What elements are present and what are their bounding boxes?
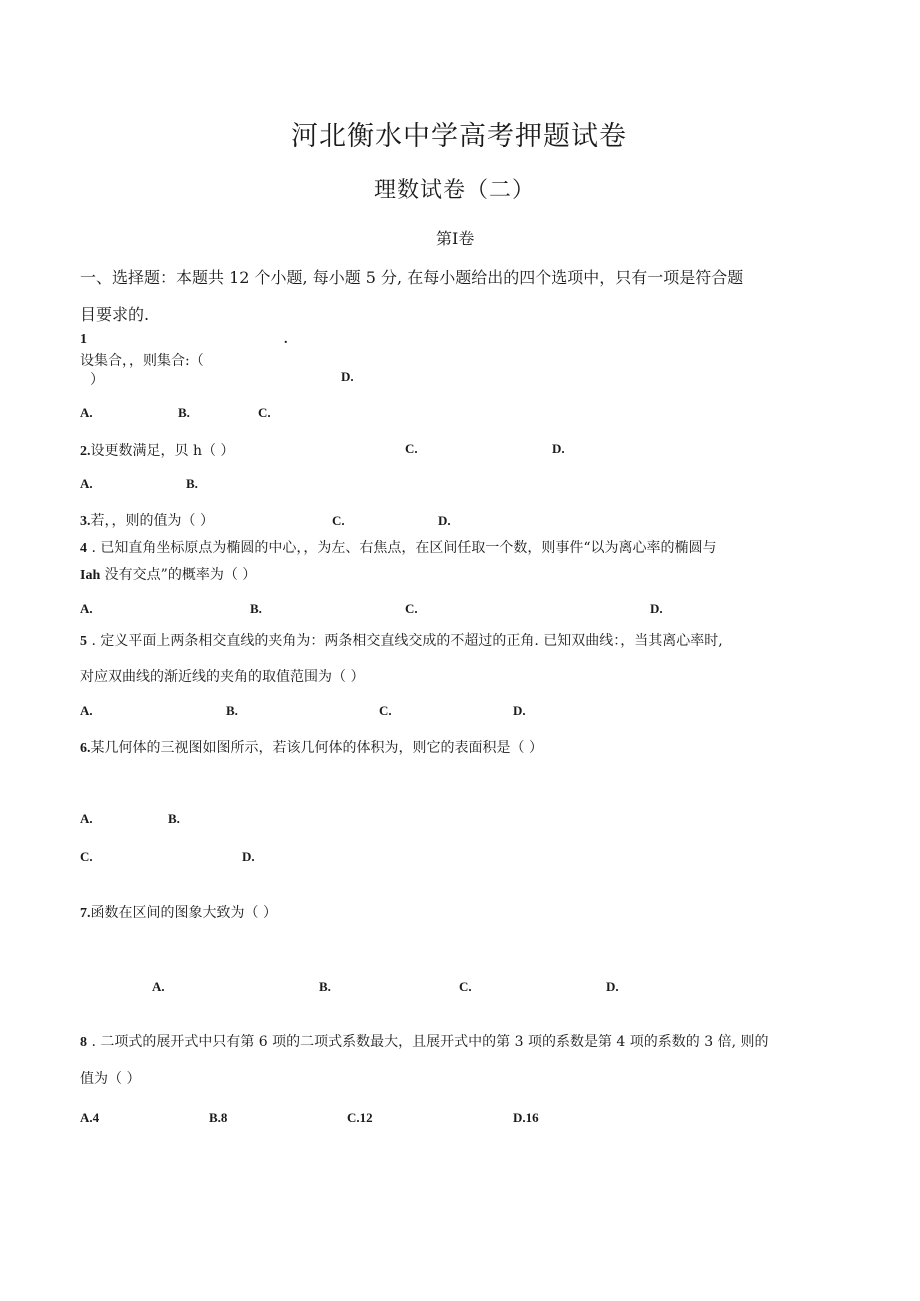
q4-option-a[interactable]: A. bbox=[80, 601, 93, 616]
q3-number: 3. bbox=[80, 514, 91, 529]
q4-option-c[interactable]: C. bbox=[405, 601, 418, 616]
q5-line2: 对应双曲线的渐近线的夹角的取值范围为（ ） bbox=[80, 669, 365, 685]
q1-option-d[interactable]: D. bbox=[341, 369, 354, 384]
q4-number: 4 bbox=[80, 541, 87, 556]
q7-option-d[interactable]: D. bbox=[606, 979, 619, 994]
q6-option-d[interactable]: D. bbox=[242, 849, 255, 864]
volume-label: 第Ⅰ卷 bbox=[436, 229, 475, 248]
q8-option-a[interactable]: A.4 bbox=[80, 1110, 100, 1125]
q8-option-d[interactable]: D.16 bbox=[513, 1110, 539, 1125]
q1-dot: . bbox=[284, 332, 288, 347]
q3-option-d[interactable]: D. bbox=[438, 513, 451, 528]
q8-line1 bbox=[80, 1031, 768, 1051]
q5-option-b[interactable]: B. bbox=[226, 703, 238, 718]
q2-line bbox=[80, 440, 234, 460]
q2-number: 2. bbox=[80, 444, 91, 459]
q5-text-line1: . 定义平面上两条相交直线的夹角为：两条相交直线交成的不超过的正角. 已知双曲线：，当其离心率时, bbox=[87, 633, 723, 649]
q1-close: ） bbox=[90, 372, 104, 388]
section-intro-line1: 一、选择题：本题共 12 个小题, 每小题 5 分, 在每小题给出的四个选项中，只有一项是符合题 bbox=[80, 268, 744, 287]
q1-text: 设集合，，则集合:（ bbox=[80, 353, 204, 369]
q1-option-a[interactable]: A. bbox=[80, 405, 93, 420]
q2-option-c[interactable]: C. bbox=[405, 441, 418, 456]
q1-option-b[interactable]: B. bbox=[178, 405, 190, 420]
q4-option-b[interactable]: B. bbox=[250, 601, 262, 616]
q2-text: 设更数满足，贝 h（ ） bbox=[90, 443, 235, 459]
q2-option-b[interactable]: B. bbox=[186, 476, 198, 491]
q8-text-line1: . 二项式的展开式中只有第 6 项的二项式系数最大，且展开式中的第 3 项的系数是第 4 项的系数的 3 倍, 则的 bbox=[87, 1034, 769, 1050]
q8-option-b[interactable]: B.8 bbox=[209, 1110, 228, 1125]
q4-line2-prefix: Iah bbox=[80, 568, 101, 583]
q7-number: 7. bbox=[80, 906, 91, 921]
q8-option-c[interactable]: C.12 bbox=[347, 1110, 373, 1125]
q7-option-a[interactable]: A. bbox=[152, 979, 165, 994]
q6-option-a[interactable]: A. bbox=[80, 811, 93, 826]
page-subtitle: 理数试卷（二） bbox=[374, 178, 536, 203]
q8-number: 8 bbox=[80, 1035, 87, 1050]
q4-text-line2: 没有交点”的概率为（ ） bbox=[100, 567, 257, 583]
q4-text-line1: . 已知直角坐标原点为椭圆的中心，，为左、右焦点，在区间任取一个数，则事件“以为离心率的椭圆与 bbox=[87, 540, 717, 556]
section-intro-line2: 目要求的. bbox=[80, 305, 150, 324]
q3-text: 若，，则的值为（ ） bbox=[90, 513, 214, 529]
q8-line2: 值为（ ） bbox=[80, 1071, 141, 1087]
q1-number: 1 bbox=[80, 332, 87, 347]
q4-line2 bbox=[80, 564, 256, 584]
q5-option-a[interactable]: A. bbox=[80, 703, 93, 718]
q1-option-c[interactable]: C. bbox=[258, 405, 271, 420]
q2-option-a[interactable]: A. bbox=[80, 476, 93, 491]
q3-option-c[interactable]: C. bbox=[332, 513, 345, 528]
q4-line1 bbox=[80, 537, 717, 557]
page-title: 河北衡水中学高考押题试卷 bbox=[291, 121, 627, 152]
q7-option-c[interactable]: C. bbox=[459, 979, 472, 994]
q5-option-d[interactable]: D. bbox=[513, 703, 526, 718]
q6-line bbox=[80, 737, 543, 757]
q3-line bbox=[80, 510, 214, 530]
q7-text: 函数在区间的图象大致为（ ） bbox=[90, 905, 277, 921]
q6-number: 6. bbox=[80, 741, 91, 756]
q5-number: 5 bbox=[80, 634, 87, 649]
q6-option-b[interactable]: B. bbox=[168, 811, 180, 826]
q6-text: 某几何体的三视图如图所示，若该几何体的体积为，则它的表面积是（ ） bbox=[90, 740, 543, 756]
q7-option-b[interactable]: B. bbox=[319, 979, 331, 994]
q5-option-c[interactable]: C. bbox=[379, 703, 392, 718]
q7-line bbox=[80, 902, 277, 922]
q5-line1 bbox=[80, 630, 723, 650]
q4-option-d[interactable]: D. bbox=[650, 601, 663, 616]
q6-option-c[interactable]: C. bbox=[80, 849, 93, 864]
q2-option-d[interactable]: D. bbox=[552, 441, 565, 456]
